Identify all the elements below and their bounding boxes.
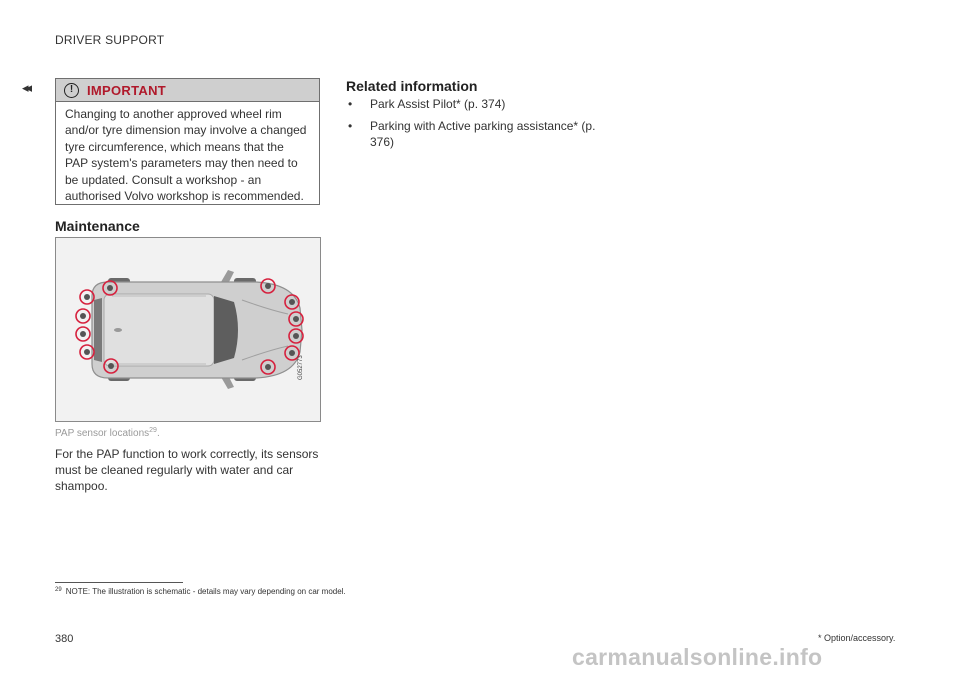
bullet-icon: •: [348, 119, 353, 133]
rear-window: [94, 298, 102, 362]
windscreen: [214, 296, 238, 364]
exclamation-circle-icon: !: [64, 83, 79, 98]
caption-text: PAP sensor locations: [55, 428, 150, 439]
watermark: carmanualsonline.info: [572, 644, 823, 670]
related-item-park-assist-pilot[interactable]: [346, 96, 606, 112]
important-header: [56, 79, 319, 102]
maintenance-heading: Maintenance: [55, 218, 140, 234]
page-number: 380: [55, 633, 74, 645]
bullet-icon: •: [348, 97, 353, 111]
footnote-number: 29: [55, 587, 62, 593]
important-title: IMPORTANT: [87, 82, 167, 98]
footnote: [55, 587, 346, 596]
pap-sensor-figure: [55, 237, 321, 422]
related-link[interactable]: Parking with Active parking assistance* (p. 376): [370, 119, 596, 149]
related-list: [346, 96, 606, 156]
section-title: DRIVER SUPPORT: [55, 33, 165, 47]
important-body: Changing to another approved wheel rim and/or tyre dimension may involve a changed tyre circumference, which means that the PAP system's parameters may then need to be updated. Consult a workshop - an authorised Volvo workshop is recommended.: [65, 107, 307, 204]
caption-footnote-ref: 29: [149, 427, 157, 434]
related-heading: Related information: [346, 78, 478, 94]
figure-caption: PAP sensor locations$^{29}$.: [55, 427, 160, 439]
car-top-view-illustration: [56, 238, 320, 421]
important-notice: [55, 78, 320, 205]
related-item-active-parking[interactable]: [346, 118, 606, 150]
related-link[interactable]: Park Assist Pilot* (p. 374): [370, 97, 506, 111]
continued-arrows-icon: ◂◂: [22, 80, 30, 95]
footnote-text: NOTE: The illustration is schematic - details may vary depending on car model.: [65, 587, 346, 596]
rear-badge: [114, 328, 122, 332]
footnote-divider: [55, 582, 183, 583]
option-note: * Option/accessory.: [818, 633, 896, 643]
figure-id: G052773: [298, 355, 304, 380]
maintenance-text: For the PAP function to work correctly, its sensors must be cleaned regularly with water and car shampoo.: [55, 447, 319, 493]
